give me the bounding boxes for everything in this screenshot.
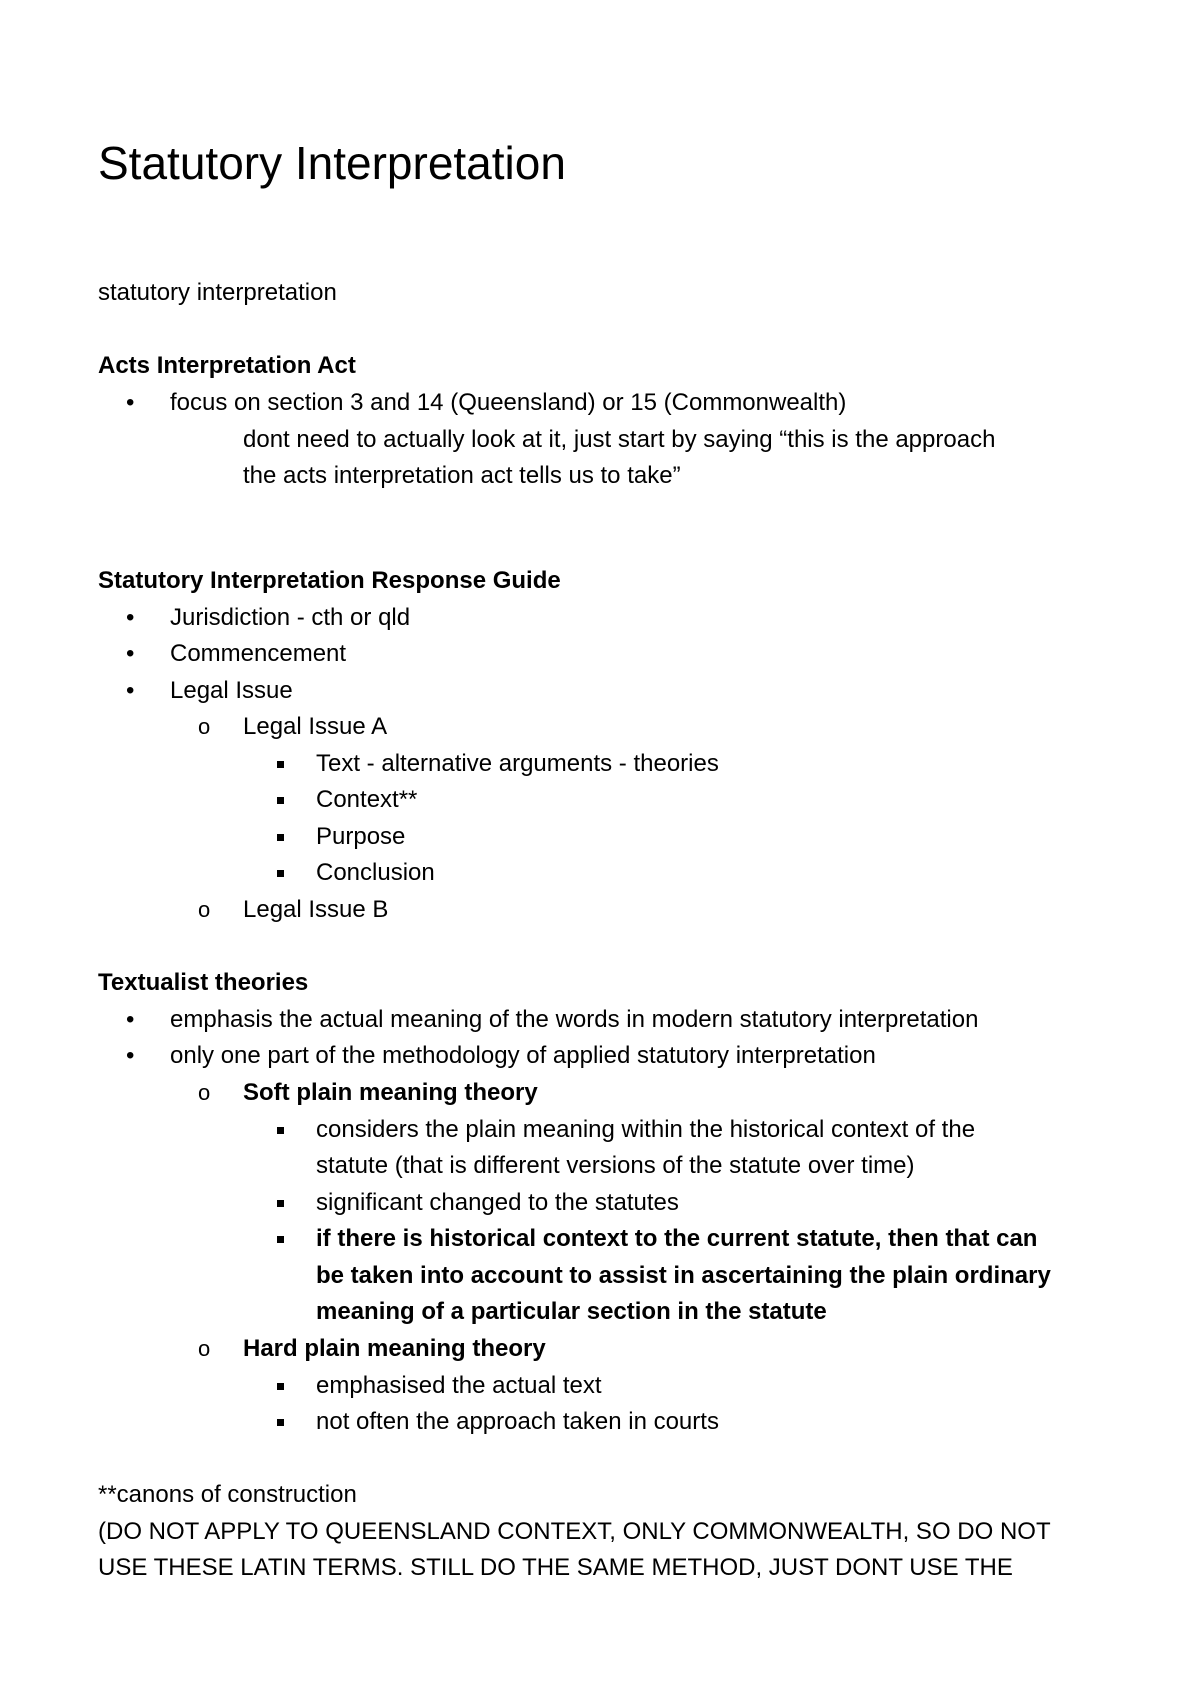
soft-theory-heading: Soft plain meaning theory xyxy=(243,1079,538,1106)
bullet-circle-icon: o xyxy=(198,897,211,922)
soft-item-3-line-2: be taken into account to assist in ascertaining the plain ordinary xyxy=(316,1262,1051,1289)
hard-theory-heading: Hard plain meaning theory xyxy=(243,1335,546,1362)
guide-item: Commencement xyxy=(170,640,347,667)
textualist-item: only one part of the methodology of applied statutory interpretation xyxy=(170,1042,876,1069)
bullet-dot-icon: • xyxy=(126,389,135,416)
canons-line-1: (DO NOT APPLY TO QUEENSLAND CONTEXT, ONLY COMMONWEALTH, SO DO NOT xyxy=(98,1518,1051,1545)
bullet-square-icon xyxy=(277,761,284,768)
textualist-heading: Textualist theories xyxy=(98,969,309,996)
bullet-square-icon xyxy=(277,1419,284,1426)
bullet-square-icon xyxy=(277,1236,284,1243)
page-title: Statutory Interpretation xyxy=(98,137,566,189)
soft-item-1-line-2: statute (that is different versions of the statute over time) xyxy=(316,1152,915,1179)
bullet-dot-icon: • xyxy=(126,604,135,631)
hard-item: emphasised the actual text xyxy=(316,1372,602,1399)
acts-note-line-1: dont need to actually look at it, just start by saying “this is the approach xyxy=(243,426,996,453)
soft-item-3-line-3: meaning of a particular section in the statute xyxy=(316,1298,827,1325)
bullet-square-icon xyxy=(277,870,284,877)
soft-item-2: significant changed to the statutes xyxy=(316,1189,679,1216)
bullet-circle-icon: o xyxy=(198,1336,211,1361)
canons-heading: **canons of construction xyxy=(98,1481,357,1508)
bullet-dot-icon: • xyxy=(126,1042,135,1069)
bullet-dot-icon: • xyxy=(126,640,135,667)
hard-item: not often the approach taken in courts xyxy=(316,1408,719,1435)
bullet-dot-icon: • xyxy=(126,677,135,704)
bullet-square-icon xyxy=(277,1127,284,1134)
textualist-item: emphasis the actual meaning of the words in modern statutory interpretation xyxy=(170,1006,979,1033)
guide-item: Jurisdiction - cth or qld xyxy=(170,604,411,631)
guide-issue-b: Legal Issue B xyxy=(243,896,389,923)
bullet-square-icon xyxy=(277,1200,284,1207)
soft-item-3-line-1: if there is historical context to the current statute, then that can xyxy=(316,1225,1038,1252)
issue-a-item: Text - alternative arguments - theories xyxy=(316,750,719,777)
soft-item-1-line-1: considers the plain meaning within the historical context of the xyxy=(316,1116,976,1143)
bullet-circle-icon: o xyxy=(198,1080,211,1105)
bullet-square-icon xyxy=(277,797,284,804)
bullet-circle-icon: o xyxy=(198,714,211,739)
canons-line-2: USE THESE LATIN TERMS. STILL DO THE SAME METHOD, JUST DONT USE THE xyxy=(98,1554,1013,1581)
bullet-square-icon xyxy=(277,834,284,841)
issue-a-item: Conclusion xyxy=(316,859,435,886)
guide-heading: Statutory Interpretation Response Guide xyxy=(98,567,561,594)
acts-bullet-text: focus on section 3 and 14 (Queensland) or 15 (Commonwealth) xyxy=(170,389,847,416)
subtitle-text: statutory interpretation xyxy=(98,279,337,306)
bullet-dot-icon: • xyxy=(126,1006,135,1033)
acts-note-line-2: the acts interpretation act tells us to take” xyxy=(243,462,681,489)
issue-a-item: Purpose xyxy=(316,823,406,850)
guide-item: Legal Issue xyxy=(170,677,293,704)
acts-heading: Acts Interpretation Act xyxy=(98,352,356,379)
issue-a-item: Context** xyxy=(316,786,418,813)
guide-issue-a: Legal Issue A xyxy=(243,713,388,740)
bullet-square-icon xyxy=(277,1383,284,1390)
